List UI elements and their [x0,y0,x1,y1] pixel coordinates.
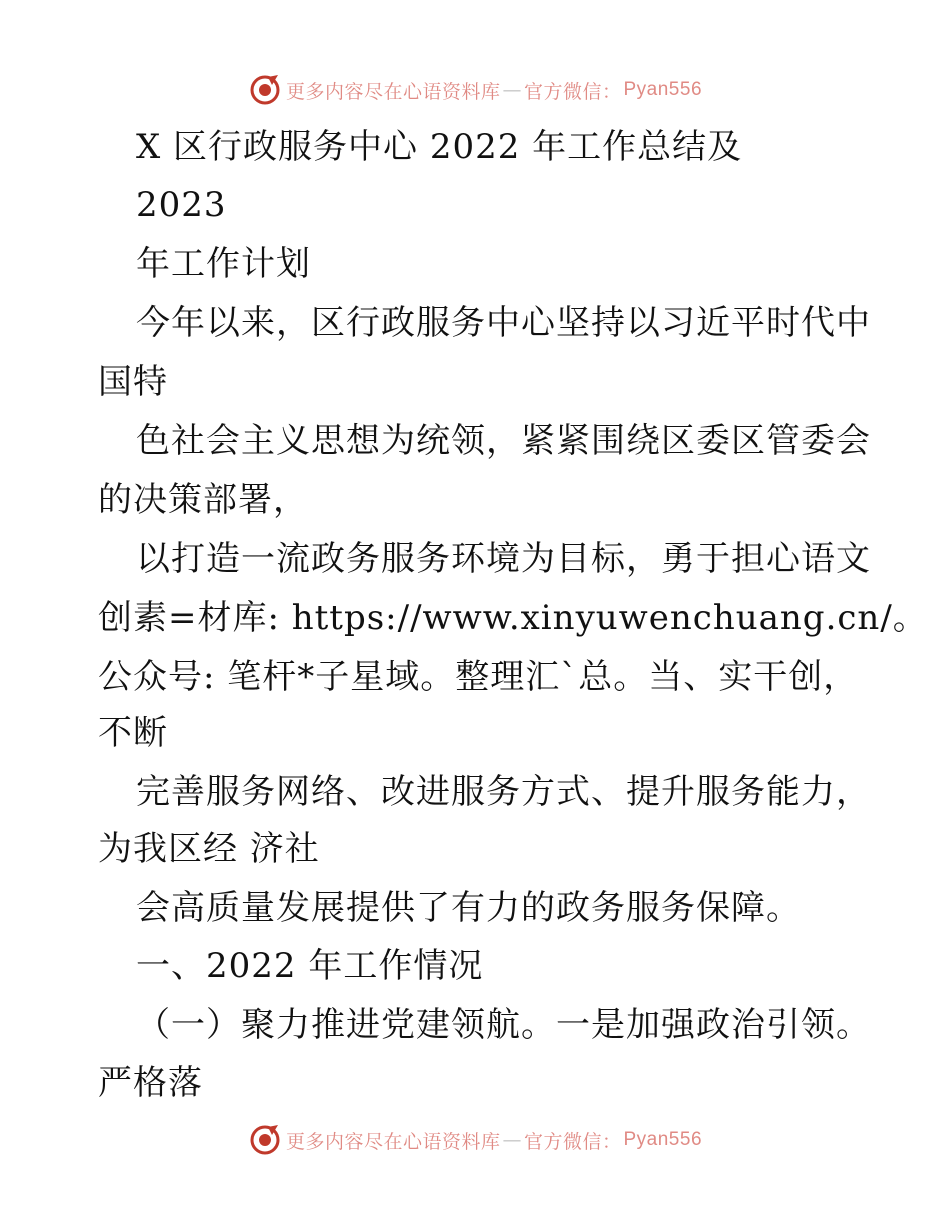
doc-title-line-2: 2023 [136,185,227,225]
watermark-footer [0,1120,950,1160]
watermark-dash: — [502,1129,522,1151]
doc-line: （一）聚力推进党建领航。一是加强政治引领。 [136,1005,871,1045]
doc-line: 色社会主义思想为统领，紧紧围绕区委区管委会 [136,421,871,461]
doc-title-line-3: 年工作计划 [136,244,311,284]
doc-line: 以打造一流政务服务环境为目标，勇于担心语文 [136,539,871,579]
pen-logo-icon [248,73,282,107]
doc-title-line-1: X 区行政服务中心 2022 年工作总结及 [136,127,743,167]
doc-line: 为我区经 济社 [98,829,320,869]
watermark-official: 官方微信： [523,1130,622,1153]
pen-logo-icon [248,1123,282,1157]
watermark-dash: — [502,79,522,101]
watermark-official: 官方微信： [523,80,622,103]
watermark-id: Pyan556 [623,1129,703,1150]
doc-line: 会高质量发展提供了有力的政务服务保障。 [136,888,801,928]
doc-line: 公众号: 笔杆*子星域。整理汇`总。当、实干创， [98,657,859,697]
watermark-text: 更多内容尽在心语资料库 [285,80,501,103]
doc-section-heading: 一、2022 年工作情况 [136,946,484,986]
doc-line: 严格落 [98,1063,203,1103]
doc-line: 完善服务网络、改进服务方式、提升服务能力， [136,772,871,812]
doc-line: 今年以来，区行政服务中心坚持以习近平时代中 [136,303,871,343]
doc-line: 不断 [98,713,168,753]
watermark-header [0,70,950,110]
doc-line: 的决策部署， [98,480,308,520]
doc-line: 国特 [98,362,168,402]
watermark-id: Pyan556 [623,79,703,100]
watermark-text: 更多内容尽在心语资料库 [285,1130,501,1153]
doc-line: 创素=材库: https://www.xinyuwenchuang.cn/。 [98,598,928,638]
